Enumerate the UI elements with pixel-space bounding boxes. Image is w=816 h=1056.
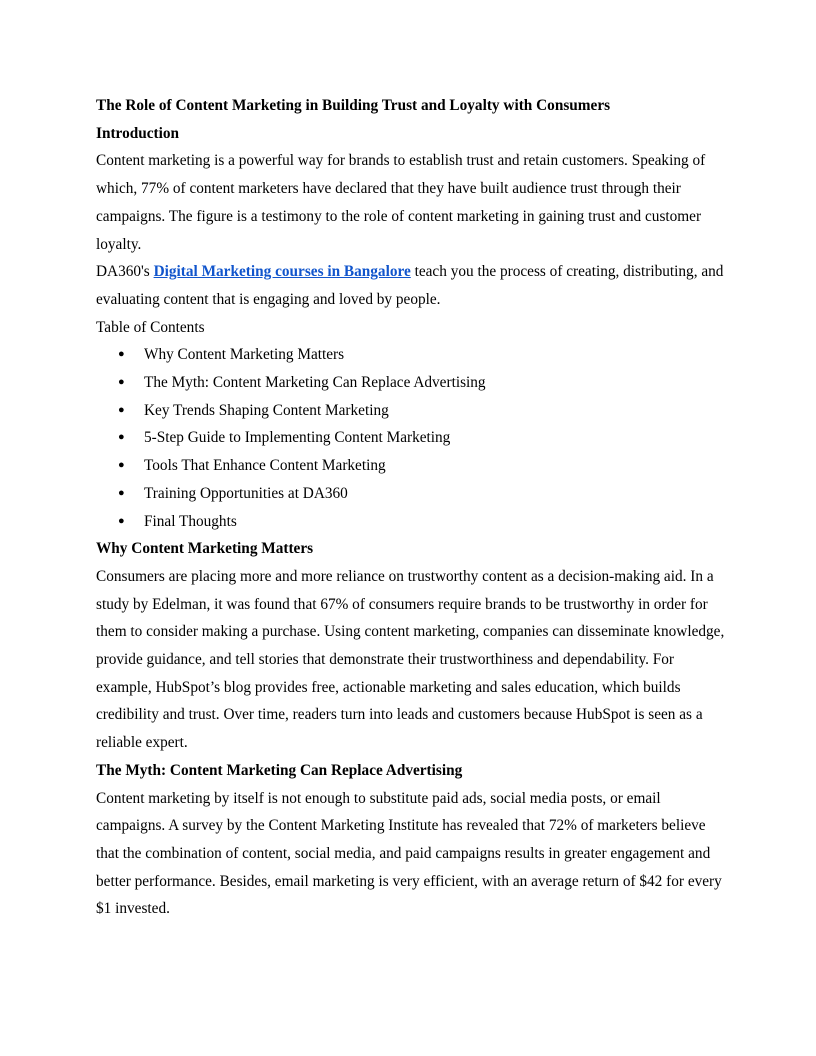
toc-item-label: Key Trends Shaping Content Marketing: [144, 401, 389, 419]
bullet-icon: ●: [118, 348, 125, 361]
toc-item-label: The Myth: Content Marketing Can Replace Advertising: [144, 374, 486, 392]
digital-marketing-courses-link[interactable]: Digital Marketing courses in Bangalore: [153, 263, 411, 281]
document-page: [96, 92, 726, 923]
toc-item-label: Final Thoughts: [144, 512, 237, 530]
toc-item-label: Training Opportunities at DA360: [144, 484, 348, 502]
toc-item: [96, 369, 726, 397]
bullet-icon: ●: [118, 486, 125, 499]
section-body-myth: Content marketing by itself is not enough to substitute paid ads, social media posts, or email campaigns. A survey by the Content Marketing Institute has revealed that 72% of marketers believe that the combination of content, social media, and paid campaigns results in greater engagement and better performance. Besides, email marketing is very efficient, with an average return of $42 for every $1 invested.: [96, 789, 722, 918]
toc-heading: Table of Contents: [96, 318, 205, 336]
toc-item: [96, 508, 726, 536]
section-heading-myth: The Myth: Content Marketing Can Replace Advertising: [96, 761, 463, 779]
intro-heading: Introduction: [96, 124, 180, 142]
section-heading-why-content-marketing: Why Content Marketing Matters: [96, 540, 314, 558]
document-title: The Role of Content Marketing in Building Trust and Loyalty with Consumers: [96, 97, 611, 114]
promo-prefix: DA360's: [96, 263, 154, 281]
section-body-why-content-marketing: Consumers are placing more and more reliance on trustworthy content as a decision-making aid. In a study by Edelman, it was found that 67% of consumers require brands to be trustworthy in order for them to consider making a purchase. Using content marketing, companies can disseminate knowledge, provide guidance, and tell stories that demonstrate their trustworthiness and dependability. For example, HubSpot’s blog provides free, actionable marketing and sales education, which builds credibility and trust. Over time, readers turn into leads and customers because HubSpot is seen as a reliable expert.: [96, 567, 725, 752]
toc-item-label: Tools That Enhance Content Marketing: [144, 457, 386, 475]
bullet-icon: ●: [118, 403, 125, 416]
intro-paragraph: Content marketing is a powerful way for brands to establish trust and retain customers. Speaking of which, 77% of content marketers have declared that they have built audience trust through their campaigns. The figure is a testimony to the role of content marketing in gaining trust and customer loyalty.: [96, 152, 706, 253]
toc-item: [96, 424, 726, 452]
toc-item: [96, 397, 726, 425]
toc-item: [96, 452, 726, 480]
bullet-icon: ●: [118, 459, 125, 472]
toc-item: [96, 341, 726, 369]
bullet-icon: ●: [118, 376, 125, 389]
promo-paragraph: [96, 258, 726, 313]
toc-list: [96, 341, 726, 535]
bullet-icon: ●: [118, 514, 125, 527]
promo-suffix: teach you the process of creating, distributing, and evaluating content that is engaging and loved by people.: [96, 263, 724, 308]
toc-item-label: 5-Step Guide to Implementing Content Marketing: [144, 429, 451, 447]
toc-item: [96, 480, 726, 508]
bullet-icon: ●: [118, 431, 125, 444]
toc-item-label: Why Content Marketing Matters: [144, 346, 345, 364]
